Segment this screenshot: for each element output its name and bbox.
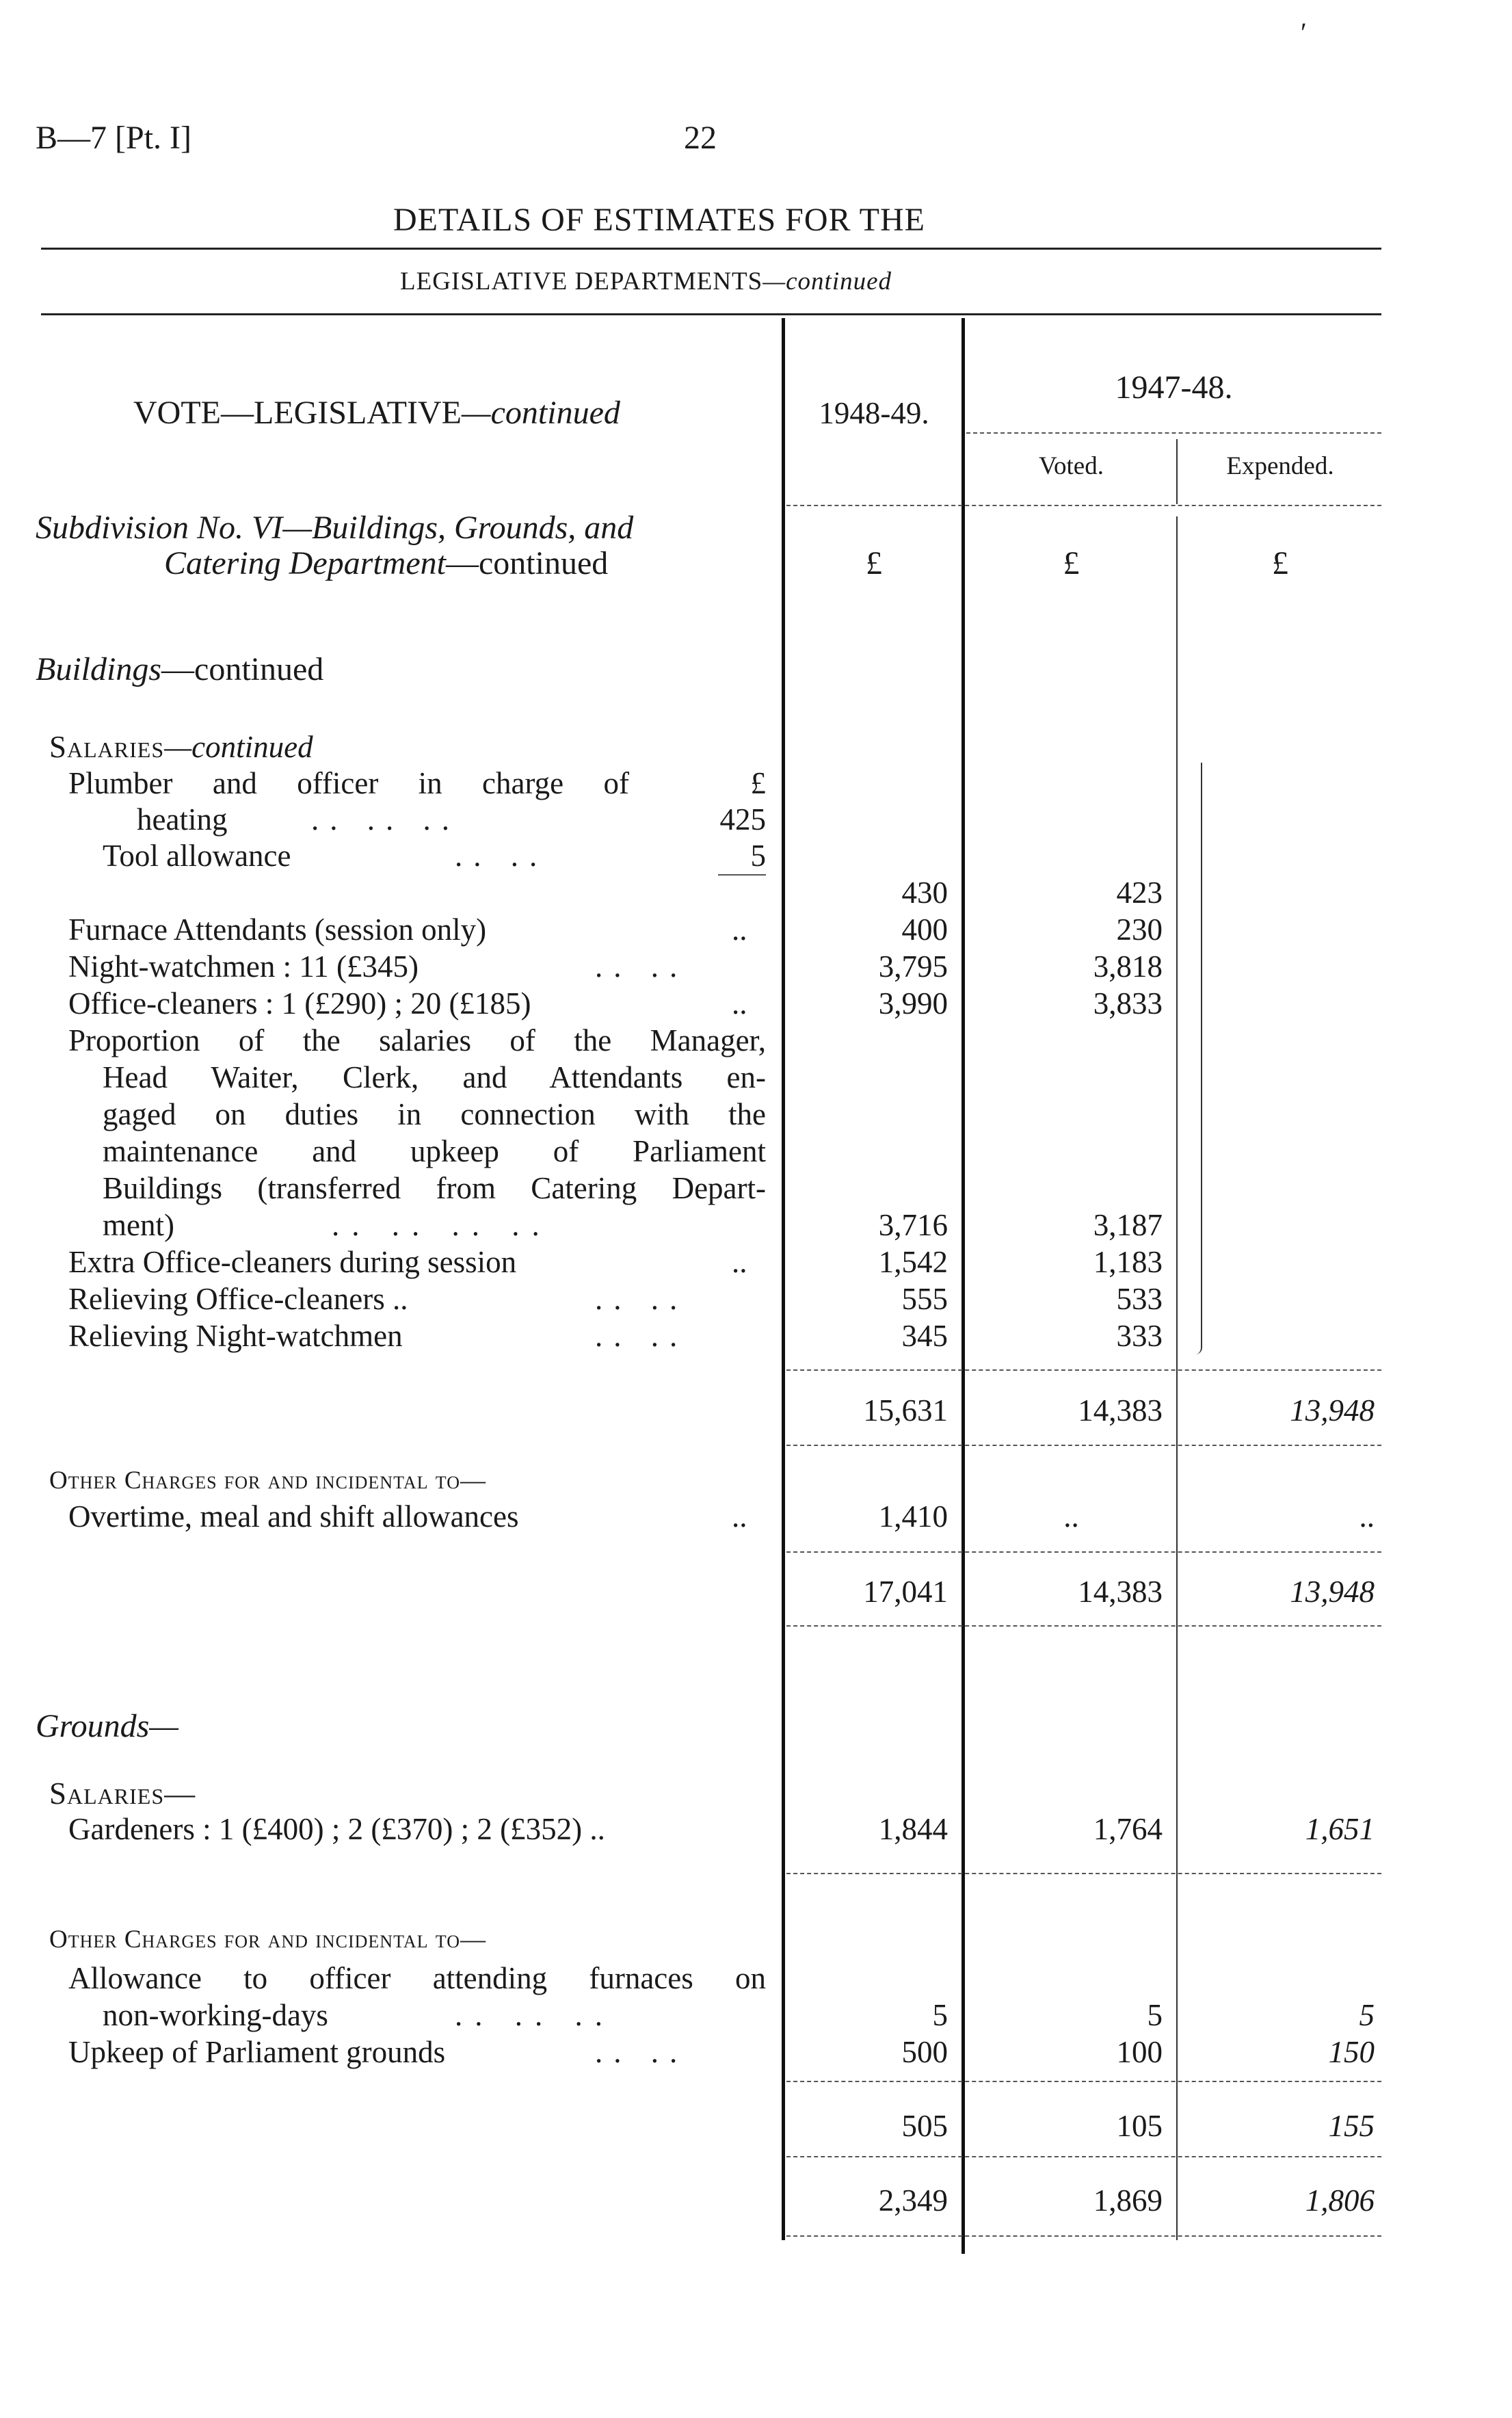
- column-divider-voted: [1176, 516, 1178, 2240]
- proportion-dots: .. .. .. ..: [332, 1208, 552, 1242]
- proportion-line-1: Proportion of the salaries of the Manager,: [68, 1023, 766, 1057]
- margin-tick: ′: [1301, 17, 1307, 48]
- header-split-rule: [966, 432, 1381, 434]
- grounds-other-charges-heading: Other Charges for and incidental to—: [49, 1926, 486, 1954]
- furnace-allowance-voted: 5: [1147, 1998, 1163, 2032]
- furnace-allowance-expended: 5: [1359, 1998, 1375, 2032]
- furnace-dots: ..: [732, 912, 747, 947]
- buildings-continued: —continued: [161, 651, 324, 687]
- night-watchmen-voted: 3,818: [1093, 949, 1163, 984]
- vote-heading-continued: —continued: [461, 395, 620, 431]
- upkeep-voted: 100: [1116, 2035, 1163, 2069]
- furnace-voted: 230: [1116, 912, 1163, 947]
- relieving-watchmen-dots: .. ..: [595, 1319, 689, 1353]
- upkeep-expended: 150: [1328, 2035, 1375, 2069]
- proportion-line-2: Head Waiter, Clerk, and Attendants en-: [103, 1060, 766, 1094]
- plumber-subtotal-1948: 430: [901, 876, 948, 910]
- buildings-total-voted: 14,383: [1078, 1575, 1163, 1609]
- salaries-total-1948: 15,631: [863, 1393, 948, 1428]
- buildings-salaries-heading: [49, 732, 313, 763]
- gardeners-label: Gardeners : 1 (£400) ; 2 (£370) ; 2 (£352) ..: [68, 1812, 605, 1846]
- vote-heading-text: VOTE—LEGISLATIVE: [133, 395, 462, 431]
- proportion-line-3: gaged on duties in connection with the: [103, 1097, 766, 1131]
- column-header-1948-49: 1948-49.: [819, 396, 929, 430]
- page-subtitle: [400, 269, 892, 294]
- night-watchmen-label: Night-watchmen : 11 (£345): [68, 949, 419, 984]
- buildings-total-expended: 13,948: [1290, 1575, 1375, 1609]
- buildings-total-bottom-rule: [786, 1625, 1381, 1627]
- gardeners-voted: 1,764: [1093, 1812, 1163, 1846]
- extra-cleaners-label: Extra Office-cleaners during session: [68, 1245, 517, 1279]
- grounds-other-total-expended: 155: [1328, 2109, 1375, 2143]
- buildings-heading-text: Buildings: [36, 651, 162, 687]
- upkeep-dots: .. ..: [595, 2035, 689, 2069]
- plumber-pound-sign: £: [750, 766, 766, 800]
- furnace-1948: 400: [901, 912, 948, 947]
- relieving-cleaners-label: Relieving Office-cleaners ..: [68, 1282, 408, 1316]
- proportion-1948: 3,716: [878, 1208, 948, 1242]
- subdivision-heading-line2: [164, 547, 608, 580]
- proportion-voted: 3,187: [1093, 1208, 1163, 1242]
- extra-cleaners-dots: ..: [732, 1245, 747, 1279]
- plumber-subtotal-voted: 423: [1116, 876, 1163, 910]
- upkeep-1948: 500: [901, 2035, 948, 2069]
- furnace-label: Furnace Attendants (session only): [68, 912, 487, 947]
- subtitle-rule: [41, 313, 1381, 315]
- grounds-other-total-1948: 505: [901, 2109, 948, 2143]
- extra-cleaners-1948: 1,542: [878, 1245, 948, 1279]
- office-cleaners-voted: 3,833: [1093, 986, 1163, 1021]
- overtime-dots: ..: [732, 1499, 747, 1534]
- subdivision-continued: —continued: [445, 545, 609, 581]
- grounds-other-total-voted: 105: [1116, 2109, 1163, 2143]
- overtime-voted: ..: [1063, 1499, 1079, 1534]
- column-divider-1948: [961, 318, 965, 2254]
- relieving-cleaners-1948: 555: [901, 1282, 948, 1316]
- title-rule: [41, 248, 1381, 250]
- salaries-total-voted: 14,383: [1078, 1393, 1163, 1428]
- subdivision-heading-line1: Subdivision No. VI—Buildings, Grounds, and: [36, 510, 634, 546]
- salaries-total-expended: 13,948: [1290, 1393, 1375, 1428]
- grounds-total-top-rule: [786, 2156, 1381, 2157]
- buildings-total-1948: 17,041: [863, 1575, 948, 1609]
- vote-heading: [133, 397, 620, 430]
- plumber-label-line2: heating: [137, 802, 228, 837]
- gardeners-bottom-rule: [786, 1873, 1381, 1874]
- subdivision-catering: Catering Department: [164, 545, 446, 581]
- night-watchmen-dots: .. ..: [595, 949, 689, 984]
- column-header-voted: Voted.: [1039, 452, 1104, 480]
- gardeners-1948: 1,844: [878, 1812, 948, 1846]
- grounds-total-voted: 1,869: [1093, 2183, 1163, 2218]
- column-divider-label: [782, 318, 785, 2240]
- pound-sign-1948: £: [866, 545, 882, 581]
- office-cleaners-1948: 3,990: [878, 986, 948, 1021]
- sub-amount-rule: [718, 874, 766, 876]
- grounds-total-bottom-rule: [786, 2235, 1381, 2237]
- gardeners-expended: 1,651: [1305, 1812, 1375, 1846]
- expended-bracket: [1187, 763, 1202, 1354]
- grounds-other-total-top-rule: [786, 2081, 1381, 2082]
- salaries-total-bottom-rule: [786, 1445, 1381, 1446]
- furnace-allowance-line1: Allowance to officer attending furnaces on: [68, 1961, 766, 1995]
- proportion-line-6: ment): [103, 1208, 174, 1242]
- overtime-label: Overtime, meal and shift allowances: [68, 1499, 519, 1534]
- office-cleaners-dots: ..: [732, 986, 747, 1021]
- pound-sign-voted: £: [1063, 545, 1080, 581]
- grounds-heading: Grounds—: [36, 1708, 178, 1744]
- tool-allowance-amount: 5: [750, 839, 766, 873]
- grounds-total-expended: 1,806: [1305, 2183, 1375, 2218]
- relieving-watchmen-1948: 345: [901, 1319, 948, 1353]
- furnace-allowance-line2: non-working-days: [103, 1998, 328, 2032]
- relieving-cleaners-dots: .. ..: [595, 1282, 689, 1316]
- night-watchmen-1948: 3,795: [878, 949, 948, 984]
- grounds-total-1948: 2,349: [878, 2183, 948, 2218]
- proportion-line-5: Buildings (transferred from Catering Depart-: [103, 1171, 766, 1205]
- page-title: DETAILS OF ESTIMATES FOR THE: [393, 202, 925, 238]
- furnace-allowance-dots: .. .. ..: [455, 1998, 615, 2032]
- proportion-line-4: maintenance and upkeep of Parliament: [103, 1134, 766, 1168]
- column-header-1947-48: 1947-48.: [1115, 369, 1233, 406]
- plumber-amount: 425: [719, 802, 766, 837]
- grounds-salaries-heading: Salaries—: [49, 1776, 196, 1811]
- furnace-allowance-1948: 5: [932, 1998, 948, 2032]
- extra-cleaners-voted: 1,183: [1093, 1245, 1163, 1279]
- buildings-total-top-rule: [786, 1551, 1381, 1553]
- salaries-heading-text: Salaries: [49, 730, 165, 764]
- overtime-1948: 1,410: [878, 1499, 948, 1534]
- buildings-other-charges-heading: Other Charges for and incidental to—: [49, 1467, 486, 1495]
- upkeep-label: Upkeep of Parliament grounds: [68, 2035, 446, 2069]
- relieving-cleaners-voted: 533: [1116, 1282, 1163, 1316]
- plumber-label-line1: Plumber and officer in charge of: [68, 766, 629, 800]
- subtitle-text: LEGISLATIVE DEPARTMENTS: [400, 267, 763, 295]
- office-cleaners-label: Office-cleaners : 1 (£290) ; 20 (£185): [68, 986, 531, 1021]
- subtitle-continued: —continued: [762, 267, 892, 295]
- tool-allowance-label: Tool allowance: [103, 839, 291, 873]
- salaries-continued: —continued: [164, 730, 313, 764]
- document-reference: B—7 [Pt. I]: [36, 120, 191, 156]
- plumber-leader-dots: .. .. ..: [311, 802, 460, 837]
- header-bottom-rule: [786, 505, 1381, 506]
- relieving-watchmen-label: Relieving Night-watchmen: [68, 1319, 403, 1353]
- column-header-expended: Expended.: [1226, 452, 1334, 480]
- page-number: 22: [684, 120, 717, 156]
- overtime-expended: ..: [1359, 1499, 1375, 1534]
- relieving-watchmen-voted: 333: [1116, 1319, 1163, 1353]
- pound-sign-expended: £: [1272, 545, 1288, 581]
- buildings-heading: [36, 653, 323, 686]
- salaries-total-top-rule: [786, 1369, 1381, 1371]
- tool-allowance-dots: .. ..: [455, 839, 548, 873]
